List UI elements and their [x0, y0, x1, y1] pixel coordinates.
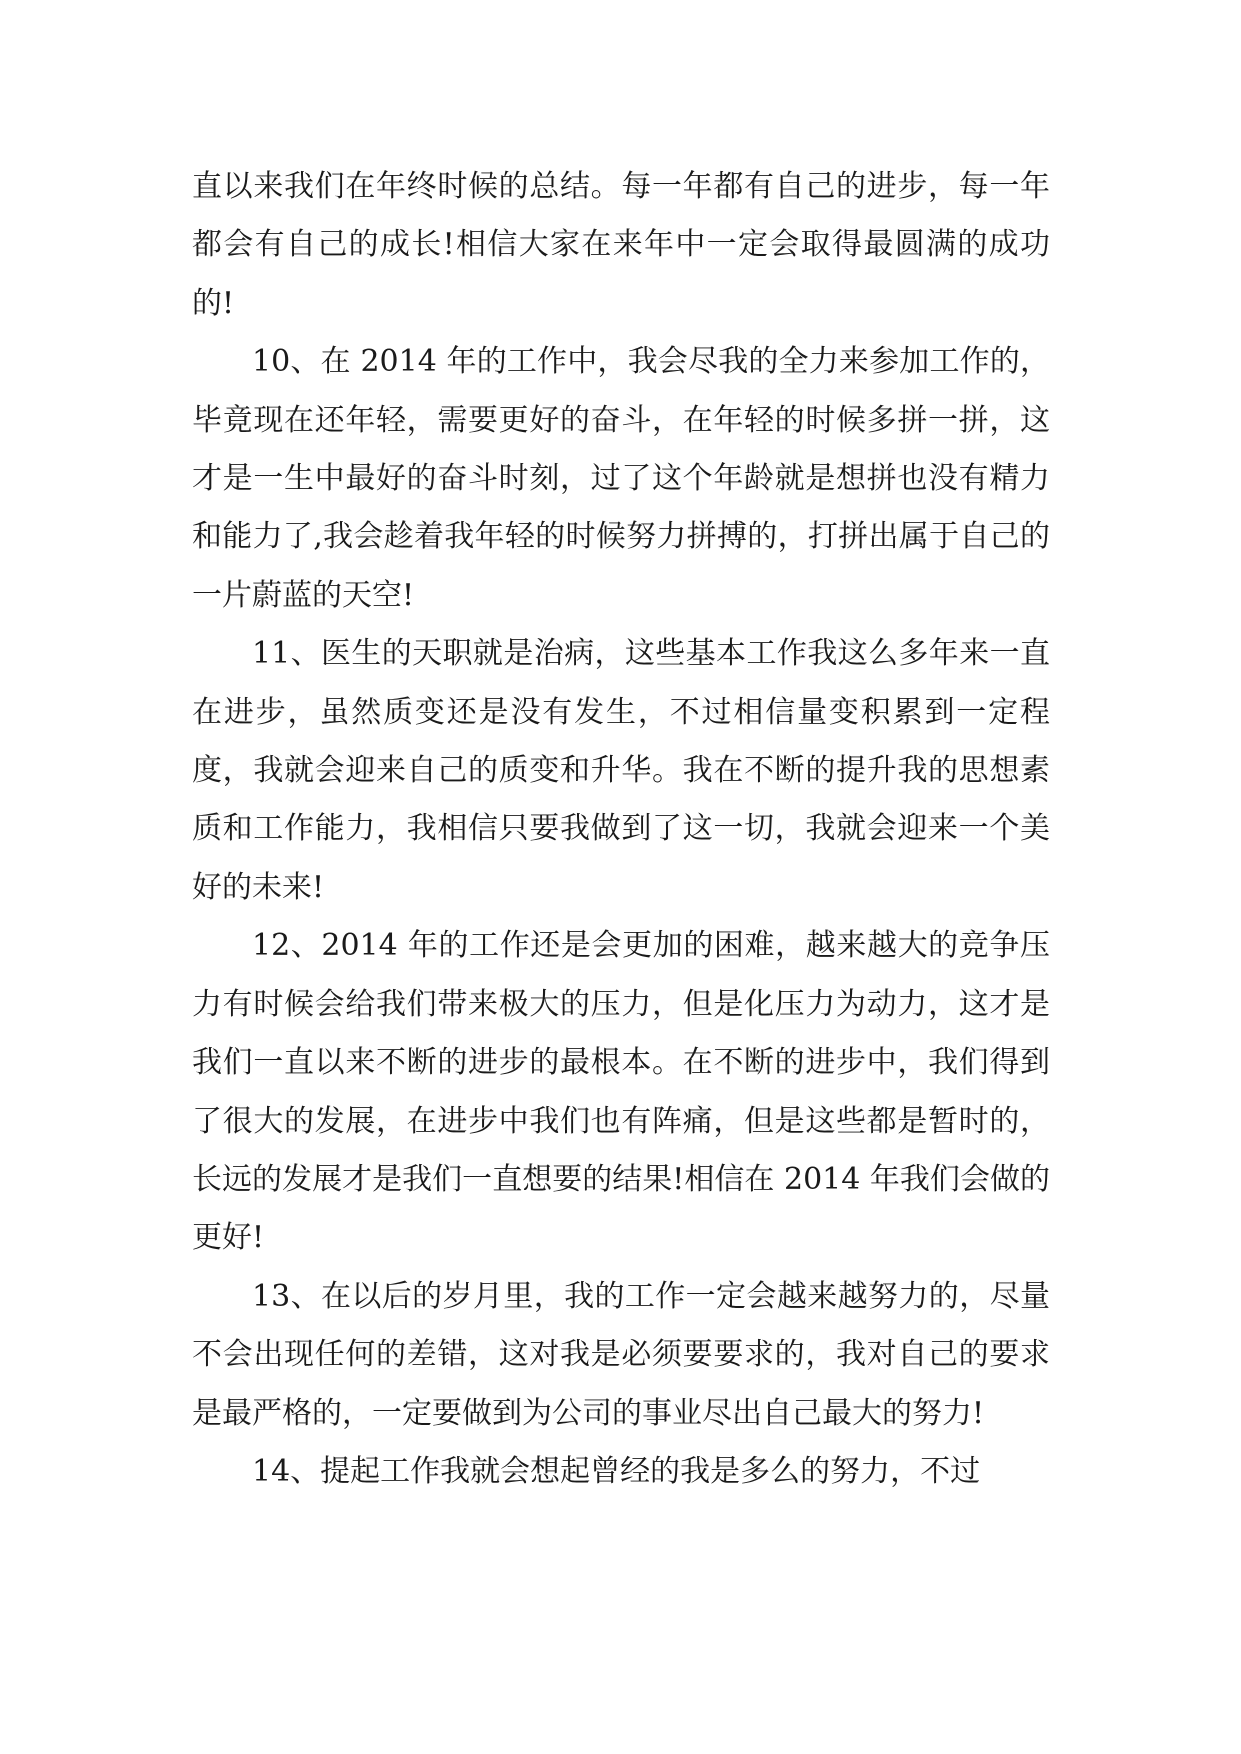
paragraph: 11、医生的天职就是治病，这些基本工作我这么多年来一直在进步，虽然质变还是没有发生，不过相信量变积累到一定程度，我就会迎来自己的质变和升华。我在不断的提升我的思想素质和工作能力，我相信只要我做到了这一切，我就会迎来一个美好的未来! [192, 636, 1050, 905]
paragraph: 10、在 2014 年的工作中，我会尽我的全力来参加工作的，毕竟现在还年轻，需要更好的奋斗，在年轻的时候多拼一拼，这才是一生中最好的奋斗时刻，过了这个年龄就是想拼也没有精力和能力了,我会趁着我年轻的时候努力拼搏的，打拼出属于自己的一片蔚蓝的天空! [192, 344, 1050, 613]
paragraph: 13、在以后的岁月里，我的工作一定会越来越努力的，尽量不会出现任何的差错，这对我是必须要要求的，我对自己的要求是最严格的，一定要做到为公司的事业尽出自己最大的努力! [192, 1278, 1050, 1431]
document-body [192, 158, 1050, 1501]
paragraph: 直以来我们在年终时候的总结。每一年都有自己的进步，每一年都会有自己的成长!相信大家在来年中一定会取得最圆满的成功的! [192, 169, 1050, 321]
paragraph: 14、提起工作我就会想起曾经的我是多么的努力，不过 [252, 1453, 981, 1489]
paragraph: 12、2014 年的工作还是会更加的困难，越来越大的竞争压力有时候会给我们带来极大的压力，但是化压力为动力，这才是我们一直以来不断的进步的最根本。在不断的进步中，我们得到了很大的发展，在进步中我们也有阵痛，但是这些都是暂时的，长远的发展才是我们一直想要的结果!相信在 2014 年我们会做的更好! [192, 928, 1050, 1256]
